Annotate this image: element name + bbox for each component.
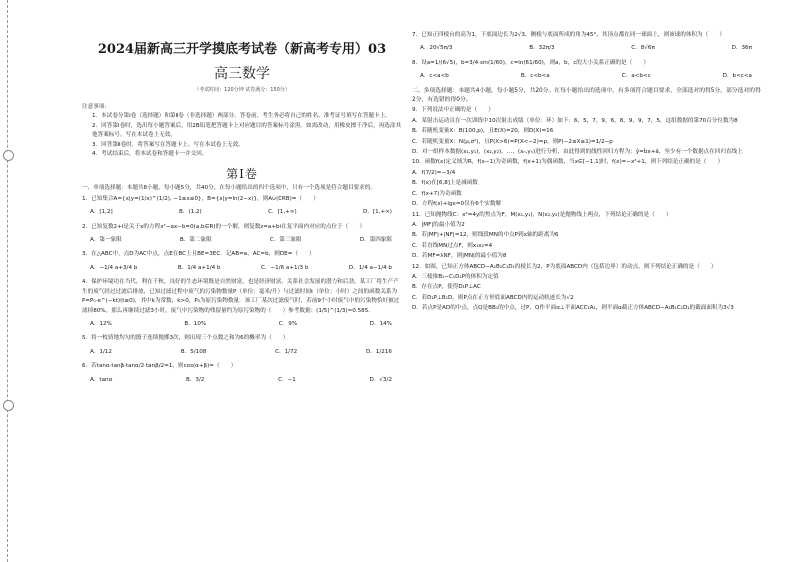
option-d: D．1/4 a−1/4 b: [348, 264, 392, 271]
question-stem: 7．已知正四棱台的高为1，下底面边长为2√3，侧棱与底面所成的角为45°，其顶点都在同一球面上，则该球的体积为（ ）: [412, 32, 725, 38]
answer-options: [412, 44, 762, 53]
text-line: A．|MF|的最小值为2: [412, 221, 465, 228]
text-line: A．f(7/2)=−3/4: [412, 169, 456, 176]
binding-line: [7, 0, 8, 562]
option-b: B．3/2: [185, 376, 205, 383]
text-line: 12．如图，已知正方体ABCD−A₁B₁C₁D₁的棱长为2，P为底面ABCD内（包括边界）的动点，则下列结论正确的是（ ）: [412, 263, 717, 270]
question-stem: 2．已知复数2+i是关于x的方程x²−ax−b=0(a,b∈R)的一个解，则复数z=a+bi在复平面内对应的点位于（ ）: [82, 223, 366, 230]
option-c: C．1/72: [275, 348, 298, 355]
text-line: 9．下列说法中正确的是（ ）: [412, 107, 494, 114]
text-line: C．若随机变量X：N(μ,σ²)，且P(X>6)=P(X<−2)=p，则P(−2≤X≤1)=1/2−p: [412, 138, 613, 145]
option-c: C．[1,+∞): [268, 209, 297, 216]
question-stem: 1．已知集合A={x|y=(1/x)^(1/2), −1≤x≤0}，B={x|y=ln(2−x)}，则A∪(∁RB)=（ ）: [82, 195, 319, 202]
notice-item: 3．回答第Ⅱ卷时，将答案写在答题卡上。写在本试卷上无效。: [92, 141, 244, 148]
exam-title: 2024届新高三开学摸底考试卷（新高考专用）03: [97, 42, 387, 57]
subject-title: 高三数学: [214, 66, 270, 82]
text-line: D．对一组样本数据(x₁,y₁)，(x₂,y₂)，…，(xₙ,yₙ)进行分析，由此得到的线性回归方程为：ŷ=b̂x+â，至少有一个数据点在回归直线上: [412, 149, 743, 156]
question-block: [412, 59, 762, 82]
question-stem: 4．保护环境功在当代，利在千秋，良好的生态环境既是自然财富，也是经济财富，关系社会发展的潜力和后劲。某工厂将生产产生的废气经过过滤后排放，已知过滤过程中废气的污染物数量P（单位：毫米/升）与过滤时间t（单位：小时）之间的函数关系为P=P₀·e^(−kt)(t≥0)，其中k为常数，k>0，P₀为原污染物数量．该工厂某次过滤废气时，若前9个小时废气中的污染物恰好被过滤掉80%，那么再继续过滤3小时，废气中污染物的残留量约为原污染物的（ ）参考数据：(1/5)^(1/3)≈0.585．: [82, 279, 400, 314]
text-line: D．方程f(x)+lgx=0仅有6个实数解: [412, 201, 502, 208]
notice-item: 2．回答第Ⅰ卷时，选出每小题答案后，用2B铅笔把答题卡上对应题目的答案标号涂黑。如需改动，用橡皮擦干净后，再选涂其他答案标号。写在本试卷上无效。: [92, 122, 402, 139]
answer-options: [412, 72, 762, 81]
option-b: B．5/108: [180, 348, 207, 355]
text-line: A．某射击运动员在一次训练中10次射击成绩（单位：环）如下：6，5，7，9，6，8，9，9，7，5，这组数据的第70百分位数为8: [412, 117, 738, 124]
option-a: A．第一象限: [90, 237, 122, 244]
answer-options: [82, 376, 402, 385]
answer-options: [82, 264, 402, 273]
text-line: B．f(x)在[6,8]上是减函数: [412, 180, 478, 187]
option-a: A．[1,2]: [90, 209, 113, 216]
text-line: D．若MF=λNF，则|MN|的最小值为8: [412, 253, 507, 260]
exam-meta: （考试时间：120分钟 试卷满分：150分）: [194, 87, 290, 93]
notice-item: 4．考试结束后，将本试卷和答题卡一并交回。: [92, 151, 208, 158]
part-title: 第Ⅰ卷: [226, 167, 258, 182]
answer-options: [82, 208, 402, 217]
text-line: B．存在点P，使得D₁P⊥AC: [412, 284, 481, 291]
question-block: [412, 31, 762, 54]
option-d: D．36π: [731, 45, 752, 52]
option-d: D．1/216: [365, 348, 392, 355]
question-block: [82, 362, 402, 385]
answer-options: [82, 236, 402, 245]
option-b: B．(1,2): [179, 209, 202, 216]
text-line: 11．已知抛物线C：x²=4y的焦点为F，M(x₁,y₁)，N(x₂,y₂)是抛物线上两点，下列结论正确的是（ ）: [412, 211, 672, 218]
option-b: B．1/4 a+1/4 b: [177, 264, 221, 271]
text-line: 10．函数f(x)定义域为R，f(x−1)为奇函数，f(x+1)为偶函数，当x∈[−1,1]时，f(x)=−x²+1，则下列结论正确的是（ ）: [412, 159, 724, 166]
option-c: C．9%: [278, 320, 298, 327]
option-a: A．12%: [90, 320, 112, 327]
option-d: D．第四象限: [359, 237, 392, 244]
question-stem: 5．将一枚质地均匀的骰子连续抛掷3次，则出现三个点数之和为6的概率为（ ）: [82, 335, 289, 342]
notice-heading: 注意事项：: [82, 104, 110, 110]
option-c: C．a<b<c: [621, 73, 651, 80]
option-c: C．−1/6 a+1/3 b: [260, 264, 309, 271]
question-block: [82, 195, 402, 218]
option-c: C．−1: [278, 376, 296, 383]
question-block: [82, 250, 402, 273]
text-line: C．若D₁P⊥B₁D，则P点在正方形底面ABCD内的运动轨迹长为√2: [412, 294, 574, 301]
binding-hole: [3, 150, 14, 161]
option-d: D．14%: [369, 320, 392, 327]
option-a: A．c<a<b: [420, 73, 449, 80]
option-a: A．tanα: [90, 376, 113, 383]
option-a: A．20√5π/3: [420, 45, 453, 52]
text-line: C．f(x+7)为奇函数: [412, 190, 462, 197]
section-heading: 二、多项选择题：本题共4小题，每小题5分，共20分。在每小题给出的选项中，有多项符合题目要求，全部选对的得5分，部分选对的得2分，有选错的得0分。: [412, 87, 761, 104]
question-block: [82, 223, 402, 246]
option-a: A．−1/4 a+3/4 b: [90, 264, 138, 271]
question-block: [82, 334, 402, 357]
text-line: A．三棱锥B₁−C₁D₁P的体积为定值: [412, 273, 499, 280]
question-stem: 3．在△ABC中，点D为AC中点，点E在BC上且BE=3EC．记AB=a，AC=b，则DE=（ ）: [82, 251, 315, 258]
option-d: D．b<c<a: [722, 73, 752, 80]
text-line: B．若|MF|+|NF|=12，则线段MN的中点P到x轴的距离为6: [412, 232, 559, 239]
option-b: B．32π/3: [529, 45, 555, 52]
binding-hole: [3, 400, 14, 411]
option-c: C．8√6π: [631, 45, 655, 52]
text-line: B．若随机变量X：B(100,p)，且E(X)=20，则D(X)=16: [412, 128, 554, 135]
option-d: D．√3/2: [369, 376, 392, 383]
option-d: D．[1,+∞): [363, 209, 392, 216]
option-c: C．第三象限: [269, 237, 302, 244]
option-b: B．10%: [184, 320, 207, 327]
text-line: C．若直线MN过点F，则x₁x₂=4: [412, 242, 493, 249]
left-column: [82, 30, 402, 390]
section-heading: 一、单项选择题：本题共8小题，每小题5分，共40分。在每小题给出的四个选项中，只有一个选项是符合题目要求的。: [82, 185, 376, 192]
question-stem: 6．若tanα·tanβ·tanα/2·tanβ/2=1，则cos(α+β)=（ ）: [82, 363, 237, 370]
notice-item: 1．本试卷分第Ⅰ卷（选择题）和第Ⅱ卷（非选择题）两部分。答卷前，考生务必将自己的姓名、准考证号填写在答题卡上。: [92, 113, 391, 120]
option-b: B．第二象限: [179, 237, 212, 244]
text-line: D．若点P是AD的中点，点Q是BB₁的中点，过P，Q作平面α⊥平面ACC₁A₁，则平面α截正方体ABCD−A₁B₁C₁D₁的截面面积为3√3: [412, 305, 734, 312]
option-b: B．c<b<a: [520, 73, 550, 80]
question-stem: 8．设a=1/(6√5)，b=3/4·sin(1/60)，c=ln(61/60)，则a，b，c的大小关系正确的是（ ）: [412, 59, 649, 66]
answer-options: [82, 320, 402, 329]
question-block: [82, 278, 402, 329]
answer-options: [82, 348, 402, 357]
right-column: [412, 30, 762, 314]
option-a: A．1/12: [90, 348, 112, 355]
